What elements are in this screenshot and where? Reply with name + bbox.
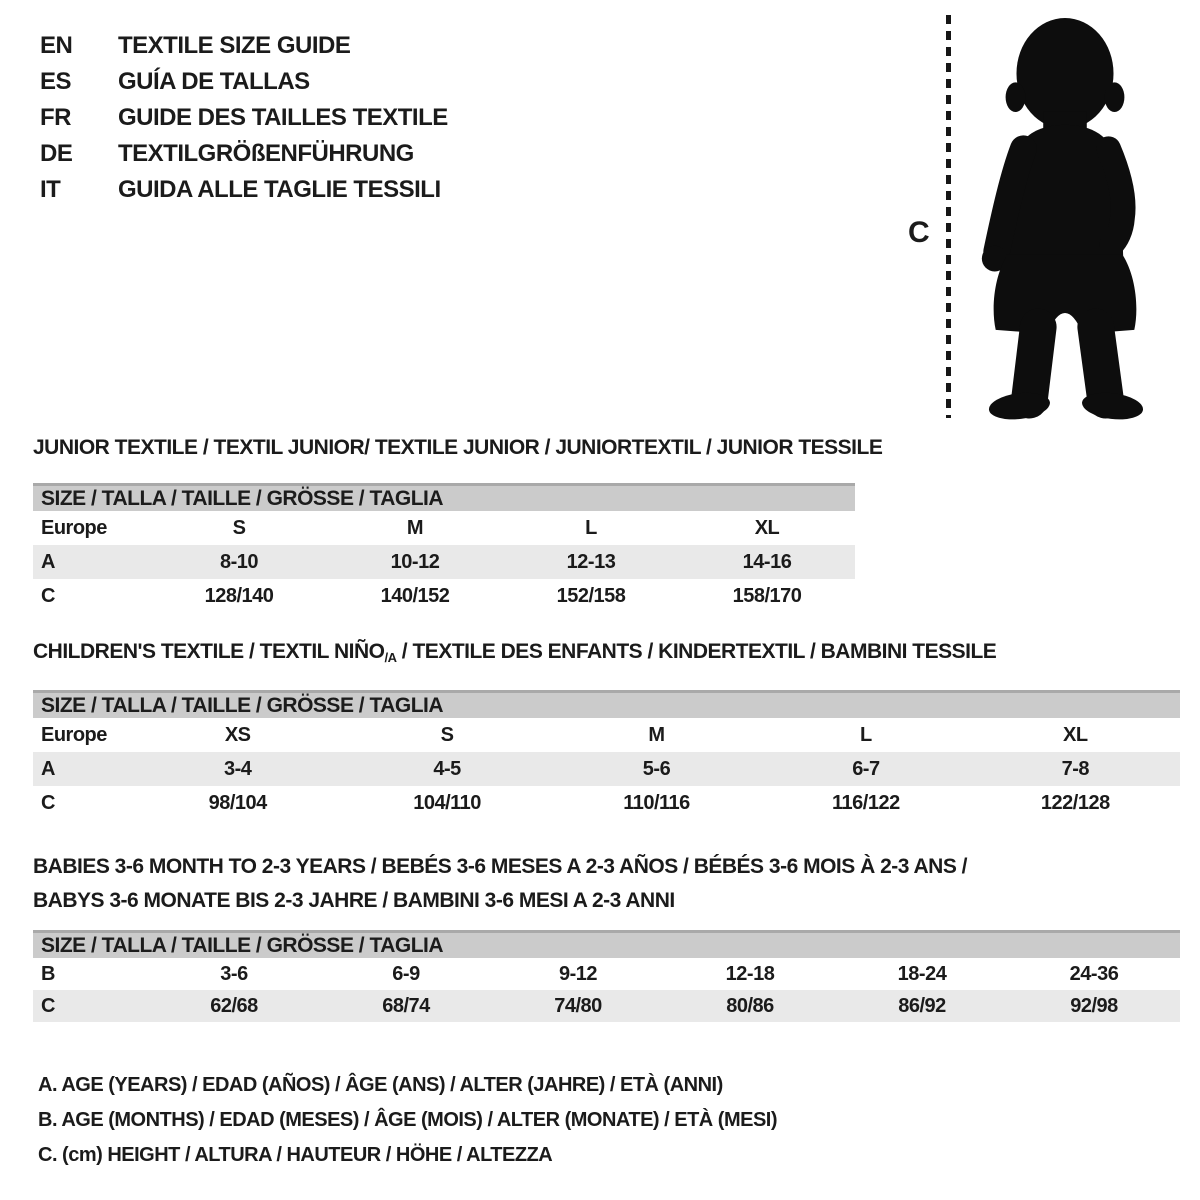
size-cell: 68/74 <box>382 994 430 1017</box>
size-cell: 18-24 <box>897 962 947 985</box>
language-row <box>40 136 448 172</box>
size-cell: 140/152 <box>380 584 450 607</box>
size-cell: 24-36 <box>1069 962 1119 985</box>
size-header-label: SIZE / TALLA / TAILLE / GRÖSSE / TAGLIA <box>41 487 444 510</box>
size-cell: 12-13 <box>566 550 616 573</box>
language-row <box>40 100 448 136</box>
size-header-label: SIZE / TALLA / TAILLE / GRÖSSE / TAGLIA <box>41 694 444 717</box>
table-row <box>33 958 1180 990</box>
size-header-label: SIZE / TALLA / TAILLE / GRÖSSE / TAGLIA <box>41 934 444 957</box>
size-header-bar <box>33 930 1180 958</box>
footnote-line: B. AGE (MONTHS) / EDAD (MESES) / ÂGE (MOIS) / ALTER (MONATE) / ETÀ (MESI) <box>38 1109 778 1131</box>
row-label: A <box>41 550 55 573</box>
language-row <box>40 172 448 208</box>
row-label: Europe <box>41 516 107 539</box>
size-cell: 104/110 <box>413 791 481 814</box>
footnote-line: C. (cm) HEIGHT / ALTURA / HAUTEUR / HÖHE / ALTEZZA <box>38 1144 553 1166</box>
size-cell: L <box>860 723 872 746</box>
size-cell: L <box>585 516 597 539</box>
row-label: C <box>41 584 55 607</box>
table-row <box>33 990 1180 1022</box>
table-row <box>33 545 855 579</box>
size-cell: 3-6 <box>220 962 248 985</box>
row-label: Europe <box>41 723 107 746</box>
size-cell: 152/158 <box>556 584 626 607</box>
size-cell: 80/86 <box>726 994 774 1017</box>
row-label: C <box>41 791 55 814</box>
table-title-line <box>33 436 883 459</box>
size-cell: 122/128 <box>1040 791 1110 814</box>
size-cell: M <box>406 516 424 539</box>
toddler-figure <box>900 10 1190 425</box>
size-cell: 10-12 <box>390 550 440 573</box>
table-title-line <box>33 850 1180 884</box>
height-measure-label: C <box>908 216 930 249</box>
height-measure-dashed-line <box>946 15 951 418</box>
size-cell: S <box>440 723 454 746</box>
size-cell: M <box>648 723 665 746</box>
language-title: GUÍA DE TALLAS <box>118 68 310 95</box>
size-table-junior <box>33 436 883 613</box>
size-cell: 14-16 <box>742 550 792 573</box>
language-title: GUIDA ALLE TAGLIE TESSILI <box>118 176 441 203</box>
size-header-bar <box>33 483 855 511</box>
size-cell: 4-5 <box>433 757 461 780</box>
language-title: TEXTILE SIZE GUIDE <box>118 32 351 59</box>
row-label: C <box>41 994 55 1017</box>
size-cell: 12-18 <box>725 962 775 985</box>
table-row <box>33 786 1180 820</box>
size-cell: S <box>232 516 246 539</box>
size-cell: XL <box>1063 723 1088 746</box>
size-cell: 7-8 <box>1061 757 1089 780</box>
size-cell: 5-6 <box>642 757 671 780</box>
size-cell: 98/104 <box>208 791 267 814</box>
size-cell: 9-12 <box>558 962 598 985</box>
table-title <box>33 850 1180 918</box>
footnote-line: A. AGE (YEARS) / EDAD (AÑOS) / ÂGE (ANS) / ALTER (JAHRE) / ETÀ (ANNI) <box>38 1074 723 1096</box>
size-cell: 62/68 <box>210 994 258 1017</box>
title-segment: / TEXTILE DES ENFANTS / KINDERTEXTIL / BAMBINI TESSILE <box>396 640 997 663</box>
title-segment: BABIES 3-6 MONTH TO 2-3 YEARS / BEBÉS 3-6 MESES A 2-3 AÑOS / BÉBÉS 3-6 MOIS À 2-3 ANS / <box>33 855 968 878</box>
row-label: B <box>41 962 55 985</box>
language-row <box>40 28 448 64</box>
table-title <box>33 436 883 459</box>
language-row <box>40 64 448 100</box>
language-title: TEXTILGRÖßENFÜHRUNG <box>118 140 414 167</box>
footnote-list <box>38 1068 777 1173</box>
language-code: ES <box>40 68 72 95</box>
title-segment: BABYS 3-6 MONATE BIS 2-3 JAHRE / BAMBINI 3-6 MESI A 2-3 ANNI <box>33 889 675 912</box>
size-table-babies <box>33 850 1180 1022</box>
language-code: FR <box>40 104 71 131</box>
size-cell: XL <box>754 516 780 539</box>
size-cell: 92/98 <box>1070 994 1118 1017</box>
size-table-children <box>33 640 1180 820</box>
language-code: IT <box>40 176 61 203</box>
table-row <box>33 752 1180 786</box>
title-segment: JUNIOR TEXTILE / TEXTIL JUNIOR/ TEXTILE JUNIOR / JUNIORTEXTIL / JUNIOR TESSILE <box>33 436 883 459</box>
size-cell: 74/80 <box>554 994 602 1017</box>
table-title-line <box>33 884 1180 918</box>
table-title-line <box>33 640 1180 665</box>
size-cell: 128/140 <box>204 584 274 607</box>
language-code: EN <box>40 32 73 59</box>
title-segment: /A <box>384 650 397 665</box>
table-title <box>33 640 1180 665</box>
size-cell: 110/116 <box>623 791 690 814</box>
size-cell: 6-7 <box>852 757 880 780</box>
table-row <box>33 579 855 613</box>
size-cell: 158/170 <box>732 584 802 607</box>
size-cell: 3-4 <box>223 757 252 780</box>
table-row <box>33 718 1180 752</box>
language-title-list <box>40 28 448 208</box>
size-cell: 8-10 <box>219 550 259 573</box>
table-row <box>33 511 855 545</box>
toddler-silhouette-icon <box>966 14 1164 420</box>
size-cell: 86/92 <box>898 994 946 1017</box>
language-title: GUIDE DES TAILLES TEXTILE <box>118 104 448 131</box>
row-label: A <box>41 757 55 780</box>
title-segment: CHILDREN'S TEXTILE / TEXTIL NIÑO <box>33 640 385 663</box>
size-cell: 116/122 <box>832 791 900 814</box>
size-cell: 6-9 <box>392 962 420 985</box>
size-cell: XS <box>224 723 251 746</box>
language-code: DE <box>40 140 73 167</box>
size-header-bar <box>33 690 1180 718</box>
